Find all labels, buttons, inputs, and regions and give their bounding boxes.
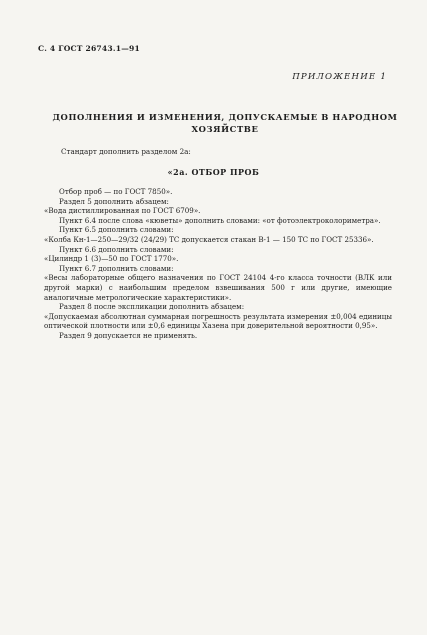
body-text	[44, 187, 392, 341]
page-header: С. 4 ГОСТ 26743.1—91	[38, 44, 140, 53]
paragraph: «Цилиндр 1 (3)—50 по ГОСТ 1770».	[44, 254, 179, 264]
paragraph: «Допускаемая абсолютная суммарная погрешность результата измерения ±0,004 единицы оптической плотности или ±0,6 единицы Хазена при доверительной вероятности 0,95».	[44, 311, 392, 331]
intro-line: Стандарт дополнить разделом 2а:	[61, 147, 191, 156]
paragraph: Отбор проб — по ГОСТ 7850».	[59, 187, 173, 196]
paragraph: Раздел 9 допускается не применять.	[59, 330, 198, 340]
paragraph: «Колба Кн-1—250—29/32 (24/29) ТС допускается стакан В-1 — 150 ТС по ГОСТ 25336».	[44, 234, 374, 244]
appendix-label: ПРИЛОЖЕНИЕ 1	[292, 72, 387, 82]
paragraph: «Весы лабораторные общего назначения по ГОСТ 24104 4-го класса точности (ВЛК или другой марки) с наибольшим пределом взвешивания 500 г или другие, имеющие аналогичные метрологические характеристики».	[44, 273, 392, 302]
paragraph: Пункт 6.4 после слова «кюветы» дополнить словами: «от фотоэлектроколориметра».	[59, 215, 381, 225]
paragraph: Пункт 6.5 дополнить словами:	[59, 225, 174, 235]
paragraph: Пункт 6.6 дополнить словами:	[59, 244, 174, 254]
section-heading: «2а. ОТБОР ПРОБ	[167, 167, 260, 177]
paragraph: Пункт 6.7 дополнить словами:	[59, 263, 174, 273]
paragraph: «Вода дистиллированная по ГОСТ 6709».	[44, 206, 201, 216]
appendix-title: ДОПОЛНЕНИЯ И ИЗМЕНЕНИЯ, ДОПУСКАЕМЫЕ В НАРОДНОМ ХОЗЯЙСТВЕ	[52, 112, 398, 134]
paragraph: Раздел 5 дополнить абзацем:	[59, 196, 169, 206]
paragraph: Раздел 8 после экспликации дополнить абзацем:	[59, 302, 245, 312]
